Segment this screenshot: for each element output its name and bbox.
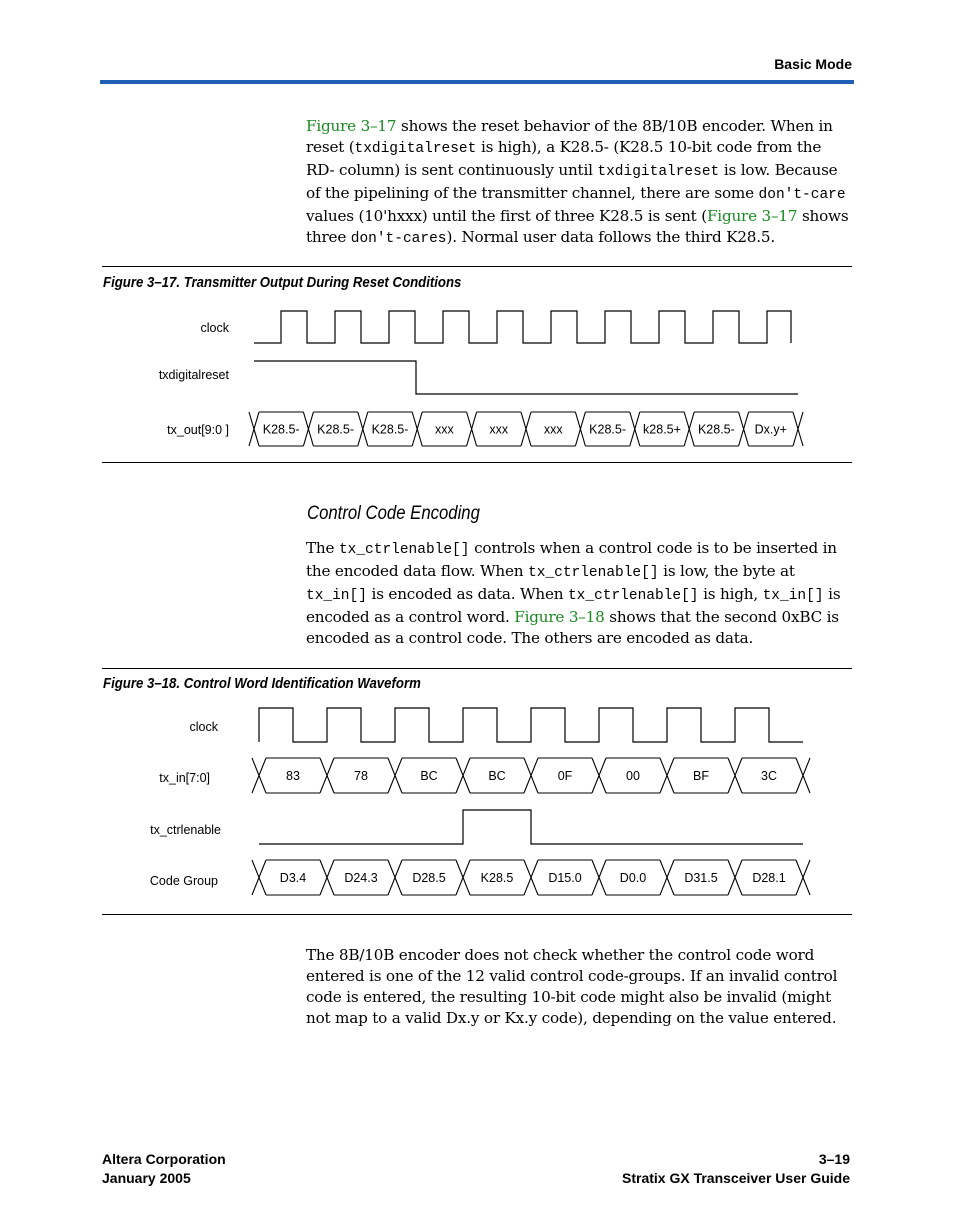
txdigitalreset-signal <box>254 361 798 394</box>
tx-out-bus <box>249 412 803 446</box>
figure-3-18-link[interactable]: Figure 3–18 <box>514 608 605 626</box>
tx-out-label: tx_out[9:0 ] <box>167 423 229 437</box>
bus-value: D3.4 <box>279 871 307 885</box>
figure-3-17-link[interactable]: Figure 3–17 <box>706 207 798 225</box>
bus-value: K28.5- <box>262 422 300 437</box>
bus-value: BF <box>693 769 709 783</box>
bus-value: D28.1 <box>752 871 786 885</box>
code-tx-in: tx_in[] <box>306 588 367 604</box>
header-rule <box>100 80 854 84</box>
paragraph-invalid-code: The 8B/10B encoder does not check whether the control code word entered is one of the 12 valid control code-groups. If an invalid control code is entered, the resulting 10-bit code might also be invalid (might not map to a valid Dx.y or Kx.y code), depending on the value entered. <box>306 946 838 1027</box>
txdigitalreset-label: txdigitalreset <box>158 368 229 382</box>
code-tx-ctrlenable: tx_ctrlenable[] <box>338 542 470 558</box>
bus-value: 0F <box>557 769 573 783</box>
bus-value: BC <box>420 769 438 783</box>
bus-value: D24.3 <box>344 871 378 885</box>
code-txdigitalreset: txdigitalreset <box>597 164 720 180</box>
bus-value: xxx <box>435 422 454 437</box>
clock-label: clock <box>189 720 218 734</box>
bus-value: 83 <box>286 769 300 783</box>
bus-value: K28.5- <box>371 422 409 437</box>
code-dont-care: don't-care <box>758 187 846 203</box>
figure-top-rule <box>102 266 852 267</box>
bus-value: K28.5 <box>480 871 514 885</box>
code-group-label: Code Group <box>149 874 218 888</box>
code-tx-in: tx_in[] <box>762 588 824 604</box>
running-header: Basic Mode <box>774 56 852 72</box>
section-heading: Control Code Encoding <box>307 503 480 524</box>
footer-date: January 2005 <box>102 1170 191 1186</box>
code-group-bus <box>252 860 810 895</box>
code-dont-cares: don't-cares <box>350 231 447 247</box>
bus-value: 00 <box>626 769 640 783</box>
bus-value: D15.0 <box>548 871 582 885</box>
figure-bottom-rule <box>102 462 852 463</box>
figure-top-rule <box>102 668 852 669</box>
figure-3-17-caption: Figure 3–17. Transmitter Output During Reset Conditions <box>103 274 462 291</box>
footer-page-number: 3–19 <box>818 1151 850 1167</box>
figure-3-17-waveform <box>0 290 954 462</box>
paragraph-reset-behavior: Figure 3–17 shows the reset behavior of the 8B/10B encoder. When in reset (txdigitalreset is high), a K28.5- (K28.5 10-bit code from the RD- column) is sent continuously until txdigitalreset is low. Because of the pipelining of the transmitter channel, there are some don't-care values (10'hxxx) until the first of three K28.5 is sent (Figure 3–17 shows three don't-cares). Normal user data follows the third K28.5. <box>306 117 849 247</box>
bus-value: xxx <box>543 422 563 437</box>
bus-value: xxx <box>489 422 509 437</box>
code-tx-ctrlenable: tx_ctrlenable[] <box>528 565 659 581</box>
tx-ctrlenable-signal <box>259 810 803 844</box>
bus-value: BC <box>488 769 506 783</box>
bus-value: 78 <box>354 769 368 783</box>
footer-company: Altera Corporation <box>102 1151 226 1167</box>
figure-3-17-link[interactable]: Figure 3–17 <box>306 117 397 135</box>
bus-value: K28.5- <box>317 422 355 437</box>
bus-value: D31.5 <box>684 871 718 885</box>
bus-value: K28.5- <box>697 422 735 437</box>
code-tx-ctrlenable: tx_ctrlenable[] <box>567 588 699 604</box>
paragraph-control-code: The tx_ctrlenable[] controls when a control code is to be inserted in the encoded data flow. When tx_ctrlenable[] is low, the byte at tx_in[] is encoded as data. When tx_ctrlenable[] is high, tx_in[] is encoded as a control word. Figure 3–18 shows that the second 0xBC is encoded as a control code. The others are encoded as data. <box>306 539 841 647</box>
bus-value: 3C <box>761 769 777 783</box>
figure-bottom-rule <box>102 914 852 915</box>
clock-label: clock <box>200 321 229 335</box>
figure-3-18-caption: Figure 3–18. Control Word Identification Waveform <box>103 675 421 692</box>
tx-in-label: tx_in[7:0] <box>159 771 210 785</box>
tx-ctrlenable-label: tx_ctrlenable <box>150 823 221 837</box>
bus-value: k28.5+ <box>643 422 681 437</box>
bus-value: Dx.y+ <box>754 422 787 437</box>
bus-value: K28.5- <box>589 422 627 437</box>
clock-signal <box>259 708 803 742</box>
clock-signal <box>254 311 791 343</box>
tx-in-bus <box>252 758 810 793</box>
code-txdigitalreset: txdigitalreset <box>354 141 477 157</box>
footer-guide-title: Stratix GX Transceiver User Guide <box>622 1170 850 1186</box>
bus-value: D28.5 <box>412 871 446 885</box>
figure-3-18-waveform <box>0 690 954 912</box>
bus-value: D0.0 <box>619 871 647 885</box>
